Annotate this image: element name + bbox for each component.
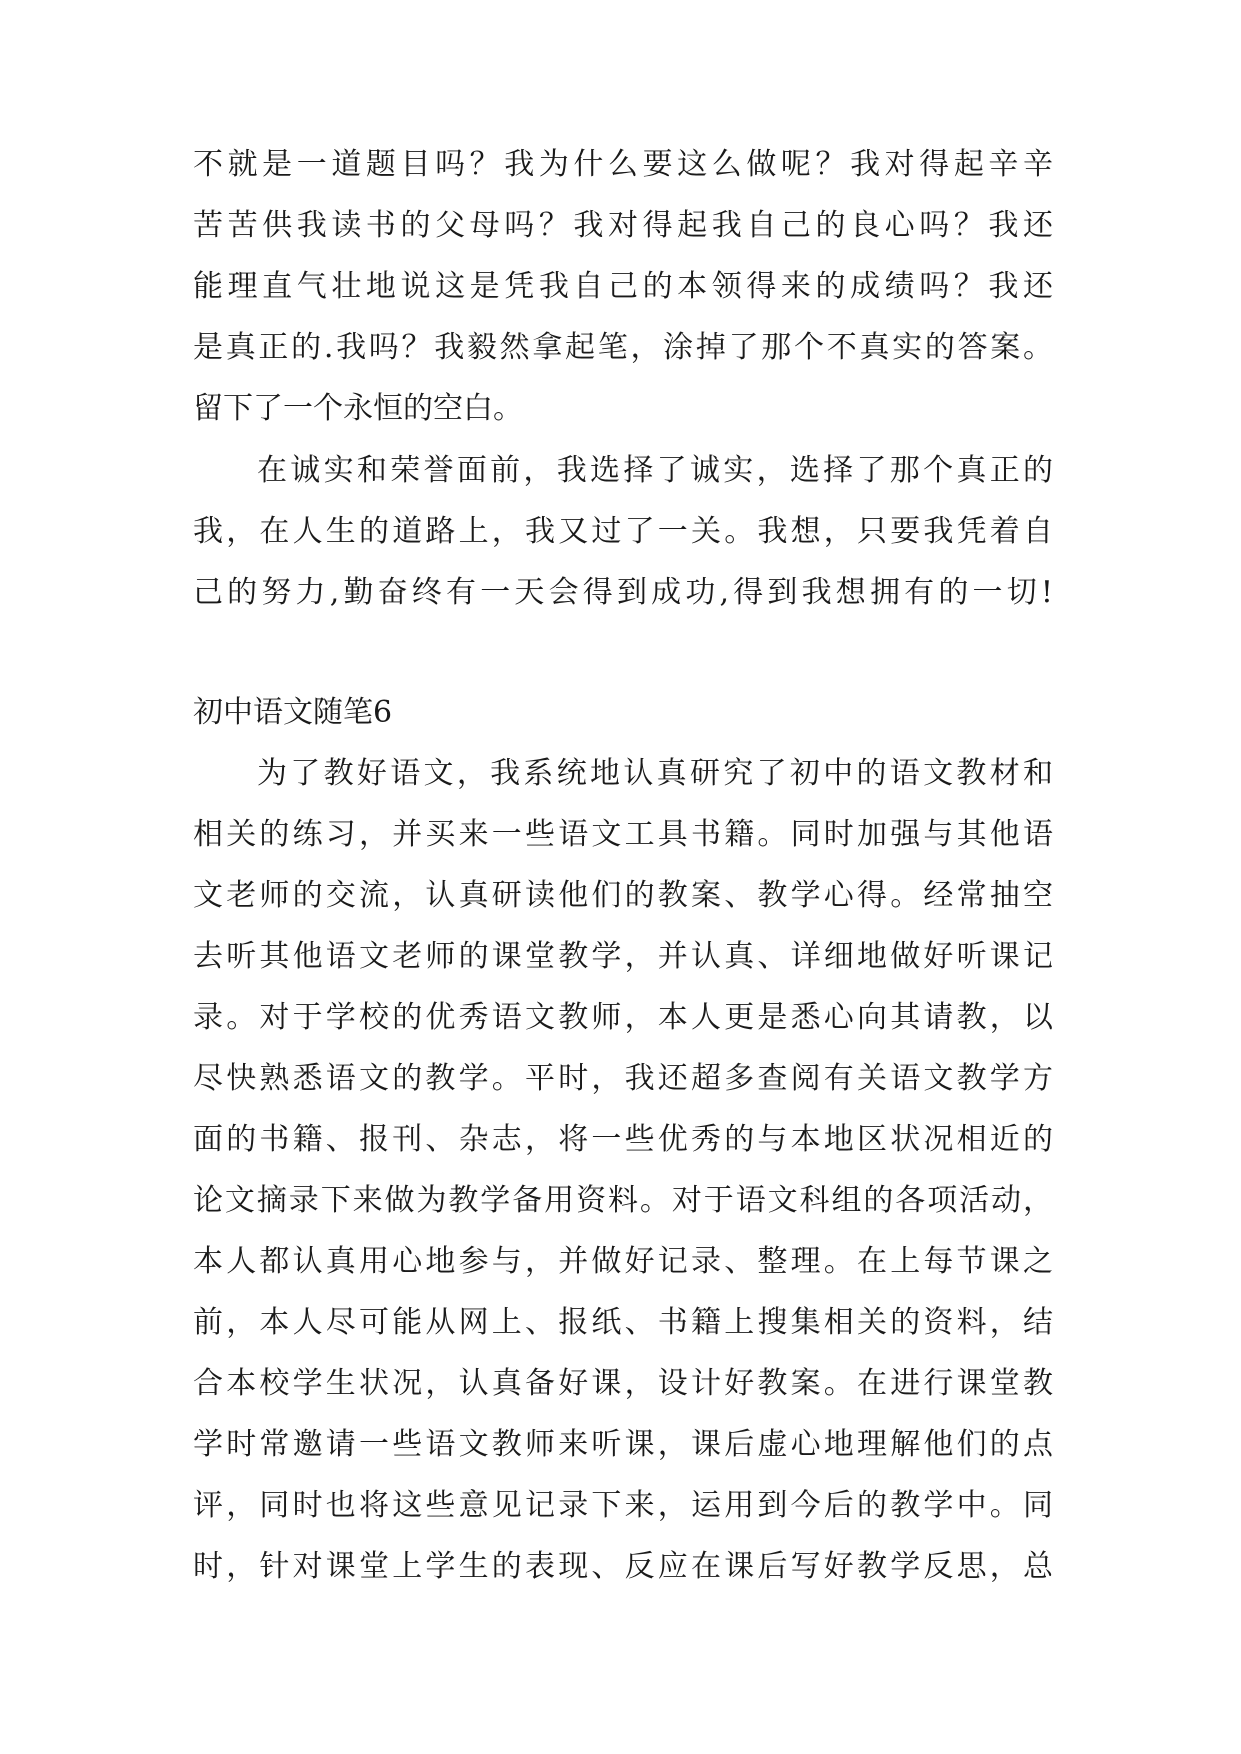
continued-paragraph [193, 134, 1053, 439]
paragraph-line: 论文摘录下来做为教学备用资料。对于语文科组的各项活动， [193, 1183, 1053, 1218]
paragraph-line: 留下了一个永恒的空白。 [193, 391, 523, 426]
paragraph-line: 合本校学生状况，认真备好课，设计好教案。在进行课堂教 [193, 1366, 1053, 1401]
paragraph-line: 不就是一道题目吗？我为什么要这么做呢？我对得起辛辛 [193, 147, 1053, 182]
paragraph-line: 是真正的.我吗？我毅然拿起笔，涂掉了那个不真实的答案。 [193, 330, 1053, 365]
paragraph-line: 在诚实和荣誉面前，我选择了诚实，选择了那个真正的 [257, 453, 1053, 488]
paragraph-line: 尽快熟悉语文的教学。平时，我还超多查阅有关语文教学方 [193, 1061, 1053, 1096]
closing-paragraph [193, 440, 1053, 623]
essay-paragraph [193, 743, 1053, 1597]
paragraph-line: 学时常邀请一些语文教师来听课，课后虚心地理解他们的点 [193, 1427, 1053, 1462]
paragraph-line: 己的努力,勤奋终有一天会得到成功,得到我想拥有的一切! [193, 575, 1053, 610]
paragraph-line: 录。对于学校的优秀语文教师，本人更是悉心向其请教，以 [193, 1000, 1053, 1035]
paragraph-line: 前，本人尽可能从网上、报纸、书籍上搜集相关的资料，结 [193, 1305, 1053, 1340]
paragraph-line: 评，同时也将这些意见记录下来，运用到今后的教学中。同 [193, 1488, 1053, 1523]
paragraph-line: 我，在人生的道路上，我又过了一关。我想，只要我凭着自 [193, 514, 1053, 549]
paragraph-line: 去听其他语文老师的课堂教学，并认真、详细地做好听课记 [193, 939, 1053, 974]
paragraph-line: 苦苦供我读书的父母吗？我对得起我自己的良心吗？我还 [193, 208, 1053, 243]
paragraph-line: 为了教好语文，我系统地认真研究了初中的语文教材和 [257, 756, 1053, 791]
paragraph-line: 相关的练习，并买来一些语文工具书籍。同时加强与其他语 [193, 817, 1053, 852]
paragraph-line: 本人都认真用心地参与，并做好记录、整理。在上每节课之 [193, 1244, 1053, 1279]
paragraph-line: 时，针对课堂上学生的表现、反应在课后写好教学反思，总 [193, 1549, 1053, 1584]
section-title: 初中语文随笔6 [193, 695, 393, 730]
paragraph-line: 面的书籍、报刊、杂志，将一些优秀的与本地区状况相近的 [193, 1122, 1053, 1157]
paragraph-line: 文老师的交流，认真研读他们的教案、教学心得。经常抽空 [193, 878, 1053, 913]
paragraph-line: 能理直气壮地说这是凭我自己的本领得来的成绩吗？我还 [193, 269, 1053, 304]
